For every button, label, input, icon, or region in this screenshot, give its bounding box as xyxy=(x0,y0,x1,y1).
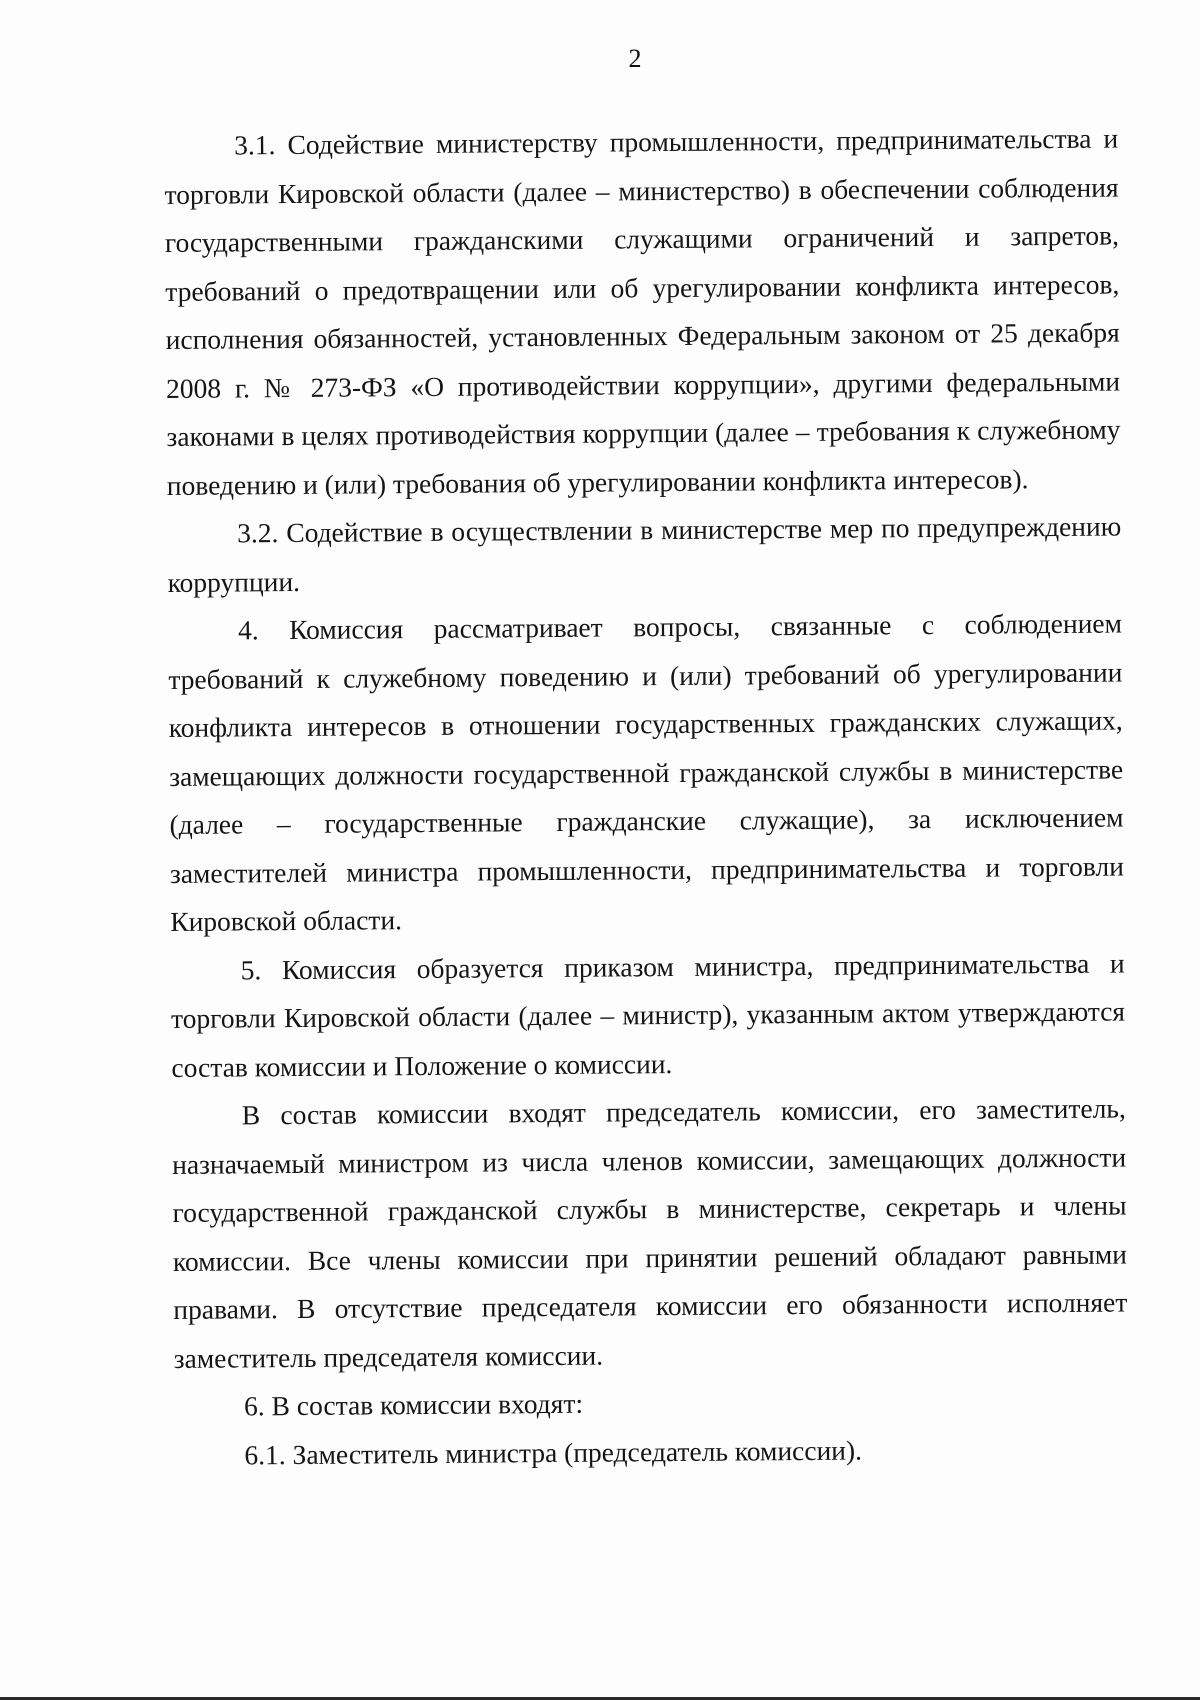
paragraph-commission-composition: В состав комиссии входят председатель комиссии, его заместитель, назначаемый министром из числа членов комиссии, замещающих должности государственной гражданской службы в министерстве, секретарь и члены комиссии. Все члены комиссии при принятии решений обладают равными правами. В отсутствие председателя комиссии его обязанности исполняет заместитель председателя комиссии. xyxy=(172,1092,1128,1374)
paragraph-6-1: 6.1. Заместитель министра (председатель комиссии). xyxy=(244,1434,863,1470)
page-number: 2 xyxy=(628,44,642,73)
paragraph-6: 6. В состав комиссии входят: xyxy=(243,1387,584,1422)
paragraph-5: 5. Комиссия образуется приказом министра, предпринимательства и торговли Кировской области (далее – министр), указанным актом утверждаются состав комиссии и Положение о комиссии. xyxy=(170,946,1126,1083)
document-body xyxy=(164,115,1129,1480)
paragraph-3-1: 3.1. Содействие министерству промышленности, предпринимательства и торговли Кировской области (далее – министерство) в обеспечении соблюдения государственными гражданскими служащими ограничений и запретов, требований о предотвращении или об урегулировании конфликта интересов, исполнения обязанностей, установленных Федеральным законом от 25 декабря 2008 г. № 273-ФЗ «О противодействии коррупции», другими федеральными законами в целях противодействия коррупции (далее – требования к служебному поведению и (или) требования об урегулировании конфликта интересов). xyxy=(164,122,1121,501)
paragraph-4: 4. Комиссия рассматривает вопросы, связанные с соблюдением требований к служебному поведению и (или) требований об урегулировании конфликта интересов в отношении государственных гражданских служащих, замещающих должности государственной гражданской службы в министерстве (далее – государственные гражданские служащие), за исключением заместителей министра промышленности, предпринимательства и торговли Кировской области. xyxy=(168,607,1124,937)
paragraph-3-2: 3.2. Содействие в осуществлении в министерстве мер по предупреждению коррупции. xyxy=(167,510,1122,598)
